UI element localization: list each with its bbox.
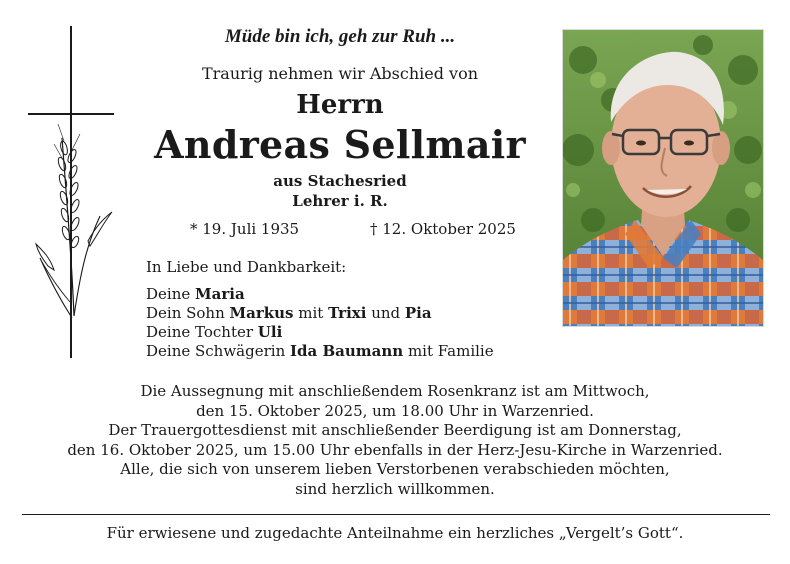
footer-thanks: Für erwiesene und zugedachte Anteilnahme ein herzliches „Vergelt’s Gott“.: [106, 524, 684, 542]
cross-with-wheat-icon: [28, 26, 128, 360]
salutation: Herrn: [296, 90, 384, 120]
death-date: † 12. Oktober 2025: [370, 220, 516, 238]
service-line: Alle, die sich von unserem lieben Verstorbenen verabschieden möchten,: [120, 460, 670, 478]
intro-line: Traurig nehmen wir Abschied von: [201, 64, 479, 83]
mourner-name: Trixi: [328, 304, 367, 322]
service-line: sind herzlich willkommen.: [295, 479, 495, 498]
mourner-relation: Dein Sohn: [146, 304, 230, 322]
mourner-connector: und: [366, 304, 405, 322]
mourner-name: Ida Baumann: [290, 342, 404, 360]
service-announcement: [20, 382, 770, 499]
mourner-line: [146, 304, 494, 323]
mourner-name: Pia: [404, 304, 432, 322]
mourner-name: Maria: [195, 285, 245, 303]
mourner-line: [146, 285, 494, 304]
service-line: den 16. Oktober 2025, um 15.00 Uhr ebenfalls in der Herz-Jesu-Kirche in Warzenried.: [67, 440, 723, 459]
mourner-name: Uli: [257, 323, 283, 341]
service-line: Die Aussegnung mit anschließendem Rosenkranz ist am Mittwoch,: [140, 382, 650, 400]
portrait-photo: [562, 29, 764, 327]
origin: aus Stachesried: [273, 172, 407, 190]
service-line: den 15. Oktober 2025, um 18.00 Uhr in Warzenried.: [196, 401, 594, 420]
mourner-line: [146, 342, 494, 361]
divider: [22, 514, 770, 515]
mourners-list: [146, 285, 494, 361]
mourner-relation: Deine Tochter: [146, 323, 258, 341]
motto: Müde bin ich, geh zur Ruh ...: [224, 26, 456, 47]
deceased-name: Andreas Sellmair: [154, 122, 526, 167]
mourner-connector: mit: [293, 304, 329, 322]
mourner-relation: Deine: [146, 285, 196, 303]
mourner-suffix: mit Familie: [403, 342, 494, 360]
mourner-relation: Deine Schwägerin: [146, 342, 291, 360]
birth-date: * 19. Juli 1935: [190, 220, 300, 238]
mourner-line: [146, 323, 494, 342]
mourner-name: Markus: [229, 304, 294, 322]
service-line: Der Trauergottesdienst mit anschließender Beerdigung ist am Donnerstag,: [108, 421, 682, 439]
occupation-title: Lehrer i. R.: [292, 192, 388, 210]
thanks-line: In Liebe und Dankbarkeit:: [146, 258, 347, 276]
